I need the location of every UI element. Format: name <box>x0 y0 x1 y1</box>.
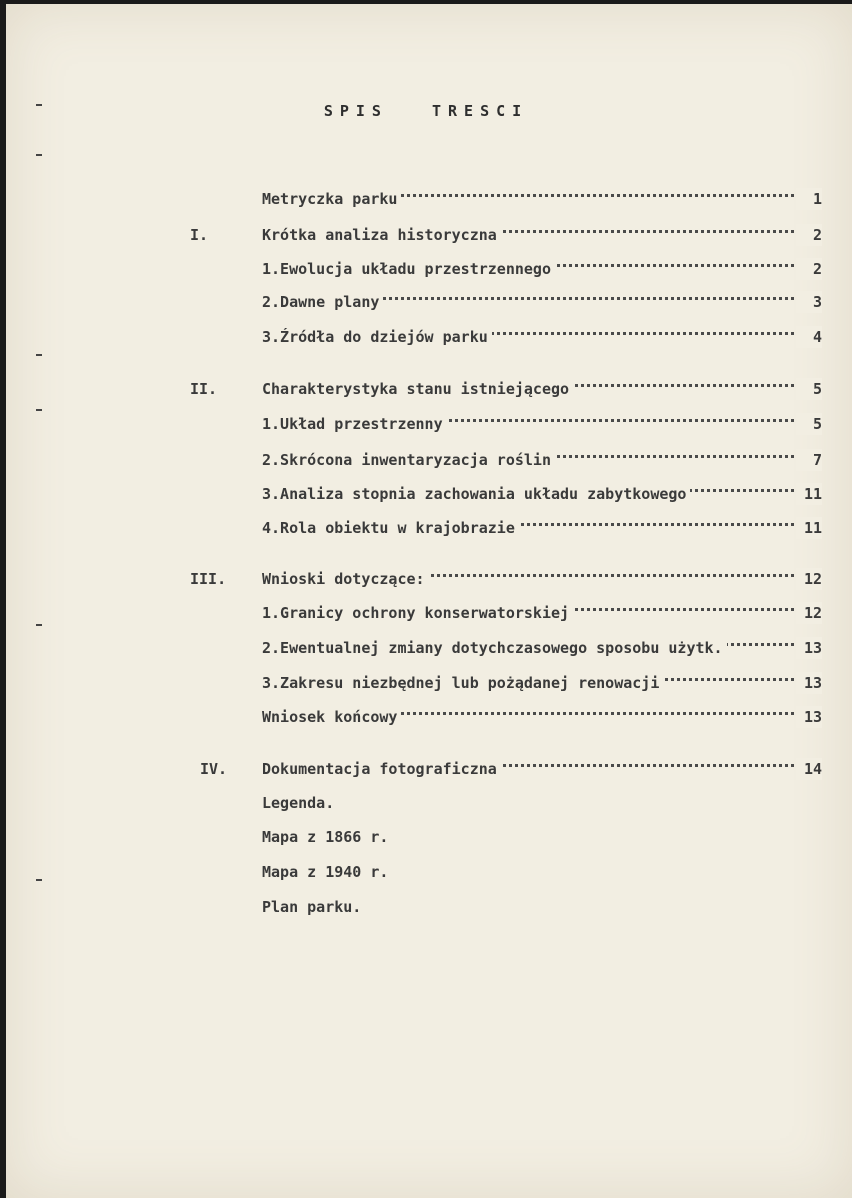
toc-entry-label: 1.Granicy ochrony konserwatorskiej <box>262 602 573 624</box>
toc-entry-page: 13 <box>796 706 822 728</box>
page-edge-mark <box>36 409 42 411</box>
appendix-item: Plan parku. <box>262 898 362 916</box>
toc-entry-page: 12 <box>796 568 822 590</box>
toc-entry <box>262 672 822 694</box>
toc-entry <box>262 517 822 539</box>
toc-entry-page: 2 <box>796 224 822 246</box>
toc-entry-page: 1 <box>796 188 822 210</box>
toc-entry-label: Wniosek końcowy <box>262 706 401 728</box>
toc-entry-page: 11 <box>796 517 822 539</box>
toc-entry-page: 11 <box>796 483 822 505</box>
appendix-item: Mapa z 1866 r. <box>262 828 389 846</box>
toc-entry-label: Wnioski dotyczące: <box>262 568 429 590</box>
toc-entry-page: 7 <box>796 449 822 471</box>
appendix-item: Mapa z 1940 r. <box>262 863 389 881</box>
toc-entry-page: 13 <box>796 637 822 659</box>
page-edge-mark <box>36 354 42 356</box>
toc-entry-page: 5 <box>796 413 822 435</box>
toc-entry-label: 3.Źródła do dziejów parku <box>262 326 492 348</box>
appendix-item: Legenda. <box>262 794 335 812</box>
toc-entry-page: 14 <box>796 758 822 780</box>
toc-entry-label: Dokumentacja fotograficzna <box>262 758 501 780</box>
toc-entry <box>262 637 822 659</box>
toc-entry <box>262 291 822 313</box>
toc-entry-page: 5 <box>796 378 822 400</box>
toc-entry <box>262 378 822 400</box>
toc-entry-page: 13 <box>796 672 822 694</box>
toc-entry-label: 1.Układ przestrzenny <box>262 413 447 435</box>
toc-entry <box>262 258 822 280</box>
toc-entry-label: Metryczka parku <box>262 188 401 210</box>
toc-entry-label: Charakterystyka stanu istniejącego <box>262 378 573 400</box>
toc-entry-page: 2 <box>796 258 822 280</box>
section-number: II. <box>190 380 218 398</box>
section-number: IV. <box>200 760 228 778</box>
toc-entry <box>262 758 822 780</box>
toc-entry <box>262 188 822 210</box>
toc-entry-label: 2.Skrócona inwentaryzacja roślin <box>262 449 555 471</box>
toc-entry <box>262 602 822 624</box>
toc-entry <box>262 483 822 505</box>
toc-entry-page: 12 <box>796 602 822 624</box>
page-edge-mark <box>36 879 42 881</box>
toc-entry-label: Krótka analiza historyczna <box>262 224 501 246</box>
toc-entry <box>262 568 822 590</box>
toc-entry-label: 4.Rola obiektu w krajobrazie <box>262 517 519 539</box>
toc-entry <box>262 706 822 728</box>
toc-entry <box>262 326 822 348</box>
toc-entry-label: 3.Analiza stopnia zachowania układu zabytkowego <box>262 483 690 505</box>
toc-entry-label: 3.Zakresu niezbędnej lub pożądanej renowacji <box>262 672 663 694</box>
toc-entry <box>262 413 822 435</box>
toc-entry <box>262 449 822 471</box>
page-title: SPIS TRESCI <box>323 102 529 120</box>
toc-entry <box>262 224 822 246</box>
toc-entry-label: 2.Dawne plany <box>262 291 383 313</box>
section-number: III. <box>190 570 227 588</box>
page-edge-mark <box>36 624 42 626</box>
toc-entry-label: 1.Ewolucja układu przestrzennego <box>262 258 555 280</box>
page-edge-mark <box>36 154 42 156</box>
toc-entry-label: 2.Ewentualnej zmiany dotychczasowego sposobu użytk. <box>262 637 727 659</box>
document-page <box>6 4 852 1198</box>
section-number: I. <box>190 226 209 244</box>
toc-entry-page: 3 <box>796 291 822 313</box>
toc-entry-page: 4 <box>796 326 822 348</box>
